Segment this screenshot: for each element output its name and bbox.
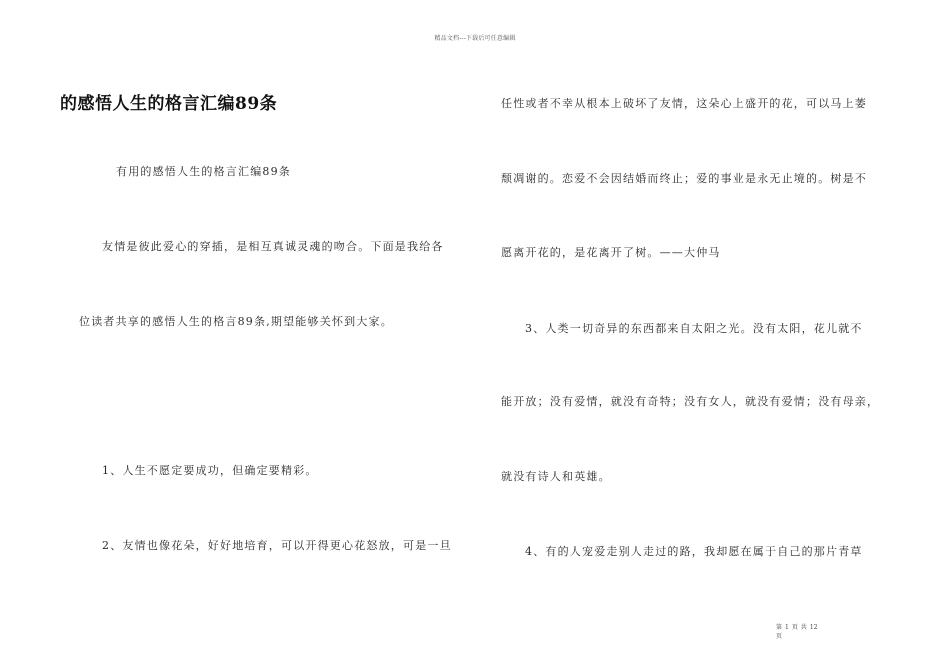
paragraph-line: 颓凋谢的。恋爱不会因结婚而终止；爱的事业是永无止境的。树是不: [501, 172, 867, 185]
paragraph-line: 愿离开花的，是花离开了树。——大仲马: [501, 246, 721, 259]
document-title: 的感悟人生的格言汇编89条: [60, 94, 278, 114]
paragraph-line: 能开放；没有爱情，就没有奇特；没有女人，就没有爱情；没有母亲，: [501, 395, 880, 408]
subtitle-line: 有用的感悟人生的格言汇编89条: [116, 165, 291, 178]
total-prefix: 共: [800, 624, 807, 631]
paragraph-line: 2、友情也像花朵，好好地培育，可以开得更心花怒放，可是一旦: [102, 539, 452, 552]
total-pages: 12: [809, 624, 818, 631]
paragraph-line: 1、人生不愿定要成功，但确定要精彩。: [102, 464, 318, 477]
paragraph-line: 就没有诗人和英雄。: [501, 470, 611, 483]
paragraph-line: 位读者共享的感悟人生的格言89条,期望能够关怀到大家。: [79, 315, 393, 328]
paragraph-line: 4、有的人宠爱走别人走过的路，我却愿在属于自己的那片青草: [525, 545, 863, 558]
paragraph-line: 3、人类一切奇异的东西都来自太阳之光。没有太阳，花儿就不: [525, 322, 863, 335]
page-number-suffix: 页: [776, 633, 783, 640]
paragraph-line: 友情是彼此爱心的穿插，是相互真诚灵魂的吻合。下面是我给各: [102, 240, 444, 253]
current-page: 1: [785, 624, 789, 631]
header-note: 精品文档---下载后可任意编辑: [434, 35, 516, 42]
paragraph-line: 任性或者不幸从根本上破坏了友情，这朵心上盛开的花，可以马上萎: [501, 97, 867, 110]
page-number-unit: 页: [791, 624, 798, 631]
page-number: [776, 623, 821, 641]
page-number-prefix: 第: [776, 624, 783, 631]
